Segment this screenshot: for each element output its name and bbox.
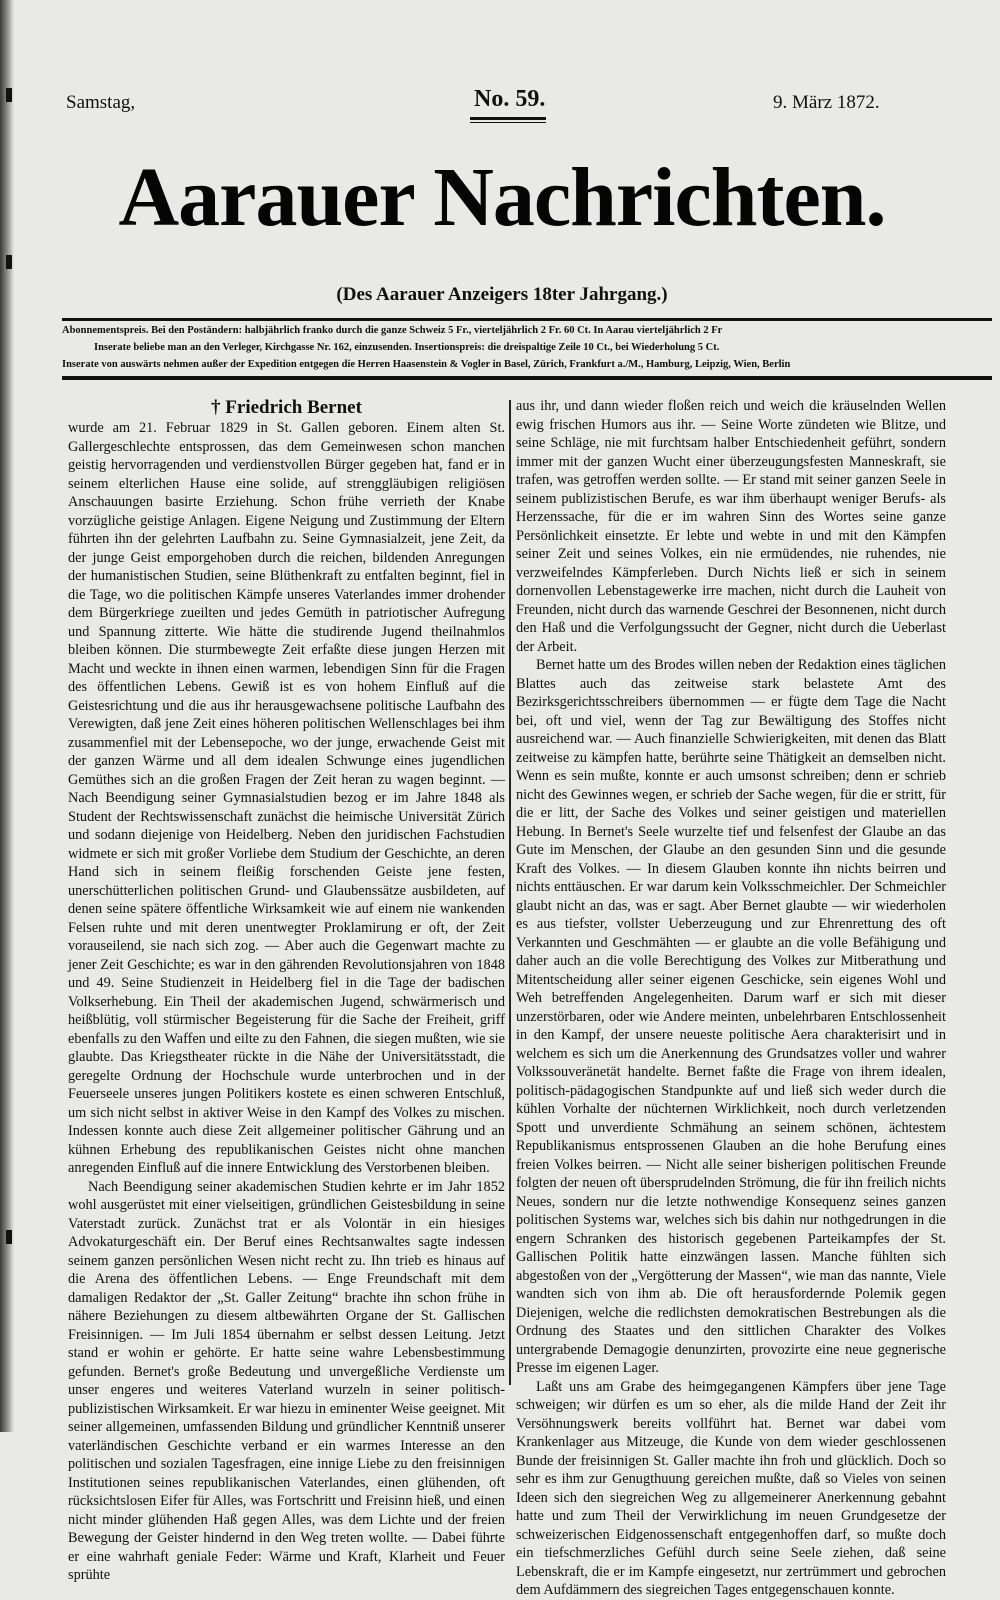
subscription-notice: Abonnementspreis. Bei den Poständern: halbjährlich franko durch die ganze Schweiz 5 Fr., vierteljährlich 2 Fr. 60 Ct. In Aarau vierteljährlich 2 Fr — [62, 325, 723, 336]
column-divider — [509, 400, 511, 1385]
advert-notice: Inserate beliebe man an den Verleger, Kirchgasse Nr. 162, einzusenden. Insertionspreis: die dreispaltige Zeile 10 Ct., bei Wiederholung 5 Ct. — [94, 342, 720, 353]
binding-mark — [6, 88, 12, 102]
divider — [62, 376, 992, 380]
divider — [62, 318, 992, 321]
agents-notice: Inserate von auswärts nehmen außer der Expedition entgegen die Herren Haasenstein & Vogler in Basel, Zürich, Frankfurt a./M., Hamburg, Leipzig, Wien, Berlin — [62, 359, 791, 370]
paragraph: wurde am 21. Februar 1829 in St. Gallen geboren. Einem alten St. Gallergeschlechte entsprossen, das dem Gemeinwesen schon manchen geistig hervorragenden und verdienstvollen Bürger gegeben hat, fand er in seinem elterlichen Hause eine solide, auf strenggläubigen religiösen Anschauungen basirte Erziehung. Schon frühe verrieth der Knabe vorzügliche geistige Anlagen. Eigene Neigung und Zustimmung der Eltern führten ihn der gelehrten Laufbahn zu. Seine Gymnasialzeit, jene Zeit, da der junge Geist emporgehoben durch die reichen, bildenden Anregungen der humanistischen Studien, seine Blüthenkraft zu entfalten beginnt, fiel in die Tage, wo die politischen Kämpfe unseres Vaterlandes immer drohender dem Bürgerkriege zueilten und jedes Gemüth in patriotischer Aufregung und Spannung zitterte. Wie hätte die studirende Jugend theilnahmlos bleiben können. Die sturmbewegte Zeit erfaßte diese jungen Herzen mit Macht und weckte in ihnen einen warmen, lebendigen Sinn für die Fragen des öffentlichen Lebens. Gewiß ist es von hohem Einfluß auf die Geistesrichtung und die aus ihr herausgewachsene politische Laufbahn des Verewigten, daß jene Zeit eines höheren politischen Wellenschlages bei ihm zusammenfiel mit der Lebensepoche, wo der junge, erwachende Geist mit der ganzen Wärme und all dem idealen Schwunge eines jugendlichen Gemüthes sich an die großen Fragen der Zeit heran zu wagen beginnt. — Nach Beendigung seiner Gymnasialstudien bezog er im Jahre 1848 als Student der Rechtswissenschaft zunächst die heimische Universität Zürich und sodann diejenige von Heidelberg. Neben den juridischen Fachstudien widmete er sich mit großer Vorliebe dem Studium der Geschichte, an deren Hand sich in seinem fleißig forschenden Geiste jene festen, unerschütterlichen politischen Grund- und Glaubenssätze ausbildeten, auf denen seine spätere öffentliche Wirksamkeit wie auf einem nie wankenden Felsen ruhte und mit deren unentwegter Proklamirung er oft, der Zeit vorauseilend, sie nach sich zog. — Aber auch die Gegenwart machte zu jener Zeit Geschichte; es war in den gährenden Revolutionsjahren von 1848 und 49. Seine Studienzeit in Heidelberg fiel in die Tage der badischen Volkserhebung. Ein Theil der akademischen Jugend, schwärmerisch und heißblütig, voll stürmischer Begeisterung für die Sache der Freiheit, griff ebenfalls zu den Waffen und eilte zu den Fahnen, die siegen mußten, wie sie glaubte. Das Kriegstheater rückte in die Nähe der Universitätsstadt, die geregelte Ordnung der Hochschule wurde unterbrochen und in der Feuerseele unseres jungen Politikers kostete es einen schweren Entschluß, um sich nicht selbst in aktiver Weise in den Kampf des Volkes zu mischen. Indessen konnte auch diese Zeit allgemeiner politischer Gährung und an kühnen Erhebung des republikanischen Geistes nicht ohne manchen anregenden Einfluß auf die innere Entwicklung des Verstorbenen bleiben. — [68, 420, 505, 1176]
paragraph: Bernet hatte um des Brodes willen neben der Redaktion eines täglichen Blattes auch das zeitweise stark belastete Amt des Bezirksgerichtsschreibers übernommen — er fügte dem Tage die Nacht bei, oft und viel, wenn der Tag zur Bewältigung des Stoffes nicht ausreichend war. — Auch finanzielle Schwierigkeiten, mit denen das Blatt zeitweise zu kämpfen hatte, berührte seine Thätigkeit an demselben nicht. Wenn es sein mußte, konnte er auch umsonst schreiben; denn er schrieb nicht des Gewinnes wegen, er schrieb der Sache wegen, für die er stritt, für die er litt, der Sache des Volkes und seiner geistigen und materiellen Hebung. In Bernet's Seele wurzelte tief und felsenfest der Glaube an das Gute im Menschen, der Glaube an den gesunden Sinn und die gesunde Kraft des Volkes. — In diesem Glauben konnte ihn nichts beirren und nichts enttäuschen. Er war darum kein Volksschmeichler. Der Schmeichler glaubt nicht an das, was er sagt. Aber Bernet glaubte — wir wiederholen es aus tiefster, vollster Ueberzeugung und zur Ehrenrettung des oft Verkannten und Geschmähten — er glaubte an die volle Befähigung und daher auch an die volle Berechtigung des Volkes zur Mitberathung und Mitentscheidung aller seiner eigenen Geschicke, sein eigenes Wohl und Weh betreffenden Angelegenheiten. Darum warf er sich mit dieser unzerstörbaren, oder wie Andere meinten, unbelehrbaren Entschlossenheit in den Kampf, der unsere neueste politische Aera charakterisirt und in welchem es sich um die Anerkennung des Grundsatzes voller und wahrer Volkssouveränetät handelte. Bernet faßte die Frage von ihrem idealen, politisch-pädagogischen Standpunkte auf und ließ sich weder durch die kühlen Vorhalte der nüchternen Wirklichkeit, noch durch verletzenden Spott und unverdiente Schmähung an seinem schönen, ächtestem Republikanismus entsprossenen Glauben an die hohe Berufung eines freien Volkes beirren. — Nicht alle seiner bisherigen politischen Freunde folgten der neuen oft übersprudelnden Strömung, die für ihn freilich nichts Neues, sondern nur die letzte nothwendige Konsequenz seines ganzen politischen Systems war, welches sich bis dahin nur nothgedrungen in die engern Schranken des historisch gegebenen Parteikampfes der St. Gallischen Politik hatte einzwängen lassen. Manche fühlten sich abgestoßen von der „Vergötterung der Massen“, wie man das nannte, Viele wandten sich von ihm ab. Die oft herausfordernde Polemik gegen Diejenigen, welche die redlichsten demokratischen Bestrebungen als die Ordnung des Staates und den sittlichen Charakter des Volkes untergrabende Demagogie denunzirten, provozirte eine neue gegnerische Presse im eigenen Lager. — [516, 657, 946, 1376]
paragraph: aus ihr, und dann wieder floßen reich und weich die kräuselnden Wellen ewig frischen Humors aus ihr. — Seine Worte zündeten wie Blitze, und seine Schläge, nie mit furchtsam halber Entschiedenheit geführt, sondern immer mit der ganzen Wucht einer überzeugungsfesten Manneskraft, sie trafen, was getroffen werden sollte. — Er stand mit seiner ganzen Seele in seinem publizistischen Berufe, es war ihm überhaupt weniger Berufs- als Herzenssache, für die er im wahren Sinn des Wortes seine ganze Persönlichkeit einsetzte. Er lebte und webte in und mit den Kämpfen seiner Zeit und seines Volkes, ein nie ermüdendes, nie ruhendes, nie verzweifelndes Kämpferleben. Durch Nichts ließ er sich in seinem dornenvollen Lebenstagewerke irre machen, nicht durch die Lauheit von Freunden, nicht durch das warnende Geschrei der Besonnenen, nicht durch den Haß und die Verfolgungssucht der Gegner, nicht durch die Ueberlast der Arbeit. — [516, 398, 946, 655]
issue-number-underline — [470, 117, 546, 123]
issue-number: No. 59. — [474, 86, 546, 112]
newspaper-subtitle: (Des Aarauer Anzeigers 18ter Jahrgang.) — [336, 284, 668, 305]
binding-mark — [6, 1230, 12, 1244]
paragraph: Nach Beendigung seiner akademischen Studien kehrte er im Jahr 1852 wohl ausgerüstet mit einer vielseitigen, gründlichen Geistesbildung in seine Vaterstadt zurück. Zunächst trat er als Volontär in ein hiesiges Advokaturgeschäft ein. Der Beruf eines Rechtsanwaltes sagte indessen seinem ganzen persönlichen Wesen nicht recht zu. Ihn trieb es hinaus auf die Arena des öffentlichen Lebens. — Enge Freundschaft mit dem damaligen Redaktor der „St. Galler Zeitung“ brachte ihn schon frühe in nähere Beziehungen zu diesem altbewährten Organe der St. Gallischen Freisinnigen. — Im Juli 1854 übernahm er selbst dessen Leitung. Jetzt stand er wohin er gehörte. Er hatte seine wahre Lebensbestimmung gefunden. Bernet's große Bedeutung und unvergeßliche Verdienste um unser engeres und weiteres Vaterland wurzeln in seiner politisch-publizistischen Wirksamkeit. Er war hiezu in eminenter Weise geeignet. Mit seiner allgemeinen, umfassenden Bildung und gründlicher Kenntniß unserer vaterländischen Geschichte verband er ein warmes Interesse an den politischen und sozialen Tagesfragen, eine innige Liebe zu den freisinnigen Institutionen seines republikanischen Vaterlandes, einen glühenden, oft rücksichtslosen Eifer für Alles, was Fortschritt und Freisinn hieß, und einen nicht minder glühenden Haß gegen Alles, was dem Lichte und der freien Bewegung der Geister hindernd in den Weg treten wollte. — Dabei führte er eine wahrhaft geniale Feder: Wärme und Kraft, Klarheit und Feuer sprühte — [68, 1178, 505, 1583]
binding-mark — [6, 255, 12, 269]
newspaper-title: Aarauer Nachrichten. — [118, 151, 886, 244]
page-edge-shadow — [0, 0, 14, 1432]
paragraph: Laßt uns am Grabe des heimgegangenen Kämpfers über jene Tage schweigen; wir dürfen es um so eher, als die milde Hand der Zeit ihr Versöhnungswerk bereits vollführt hat. Bernet war dabei vom Krankenlager aus Mitzeuge, die Kunde von dem wieder geschlossenen Bunde der freisinnigen St. Galler machte ihn froh und glücklich. Doch so sehr es ihm zur Genugthuung gereichen mußte, daß so Vieles von seinen Ideen sich den siegreichen Weg zu allgemeinerer Anerkennung gebahnt hatte und zum Theil der Verwirklichung im neuen Grundgesetze der schweizerischen Eidgenossenschaft entgegenhoffen darf, so mußte doch ein tiefschmerzliches Gefühl durch seine Seele ziehen, daß seine Lebenskraft, die er im Kampfe eingesetzt, nur zertrümmert und gebrochen dem Aufdämmern des siegreichen Tages entgegenschauen konnte. — [516, 1378, 946, 1598]
issue-day: Samstag, — [66, 92, 136, 113]
article-title: † Friedrich Bernet — [211, 397, 362, 418]
issue-date: 9. März 1872. — [773, 92, 880, 113]
column-1 — [68, 397, 505, 1585]
column-2 — [516, 397, 946, 1600]
